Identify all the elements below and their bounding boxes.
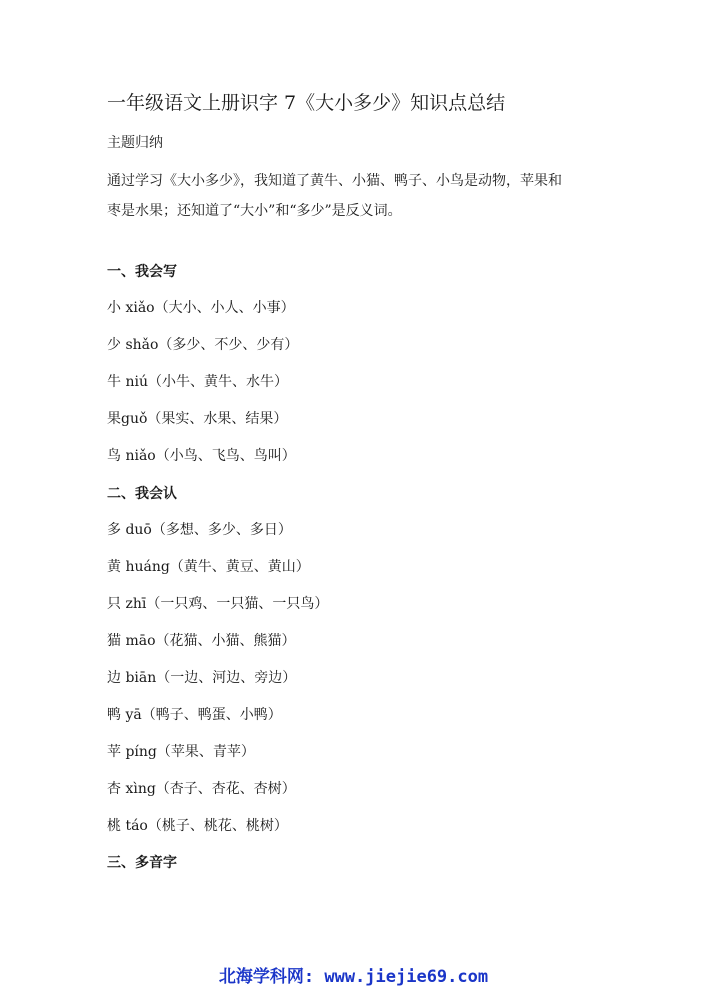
- summary-line-1: 通过学习《大小多少》，我知道了黄牛、小猫、鸭子、小鸟是动物，苹果和: [107, 173, 562, 189]
- document-title: 一年级语文上册识字 7《大小多少》知识点总结: [107, 92, 506, 114]
- list-item: 鸭 yā（鸭子、鸭蛋、小鸭）: [107, 707, 282, 723]
- summary-line-2: 枣是水果；还知道了“大小”和“多少”是反义词。: [107, 203, 402, 219]
- summary-paragraph: [107, 166, 607, 226]
- list-item: 猫 māo（花猫、小猫、熊猫）: [107, 633, 296, 649]
- subheading-theme: 主题归纳: [107, 135, 163, 151]
- section-title-polyphonic: 三、多音字: [107, 855, 177, 871]
- section-title-recognize: 二、我会认: [107, 486, 177, 502]
- list-item: 多 duō（多想、多少、多日）: [107, 522, 292, 538]
- list-item: 少 shǎo（多少、不少、少有）: [107, 337, 299, 353]
- list-item: 杏 xìng（杏子、杏花、杏树）: [107, 781, 296, 797]
- list-item: 只 zhī（一只鸡、一只猫、一只鸟）: [107, 596, 329, 612]
- list-item: 牛 niú（小牛、黄牛、水牛）: [107, 374, 288, 390]
- list-item: 黄 huáng（黄牛、黄豆、黄山）: [107, 559, 310, 575]
- footer-watermark-link[interactable]: 北海学科网: www.jiejie69.com: [218, 967, 489, 987]
- list-item: 苹 píng（苹果、青苹）: [107, 744, 255, 760]
- list-item: 边 biān（一边、河边、旁边）: [107, 670, 297, 686]
- list-item: 鸟 niǎo（小鸟、飞鸟、鸟叫）: [107, 448, 296, 464]
- section-title-write: 一、我会写: [107, 264, 177, 280]
- list-item: 小 xiǎo（大小、小人、小事）: [107, 300, 295, 316]
- list-item: 果guǒ（果实、水果、结果）: [107, 411, 288, 427]
- list-item: 桃 táo（桃子、桃花、桃树）: [107, 818, 288, 834]
